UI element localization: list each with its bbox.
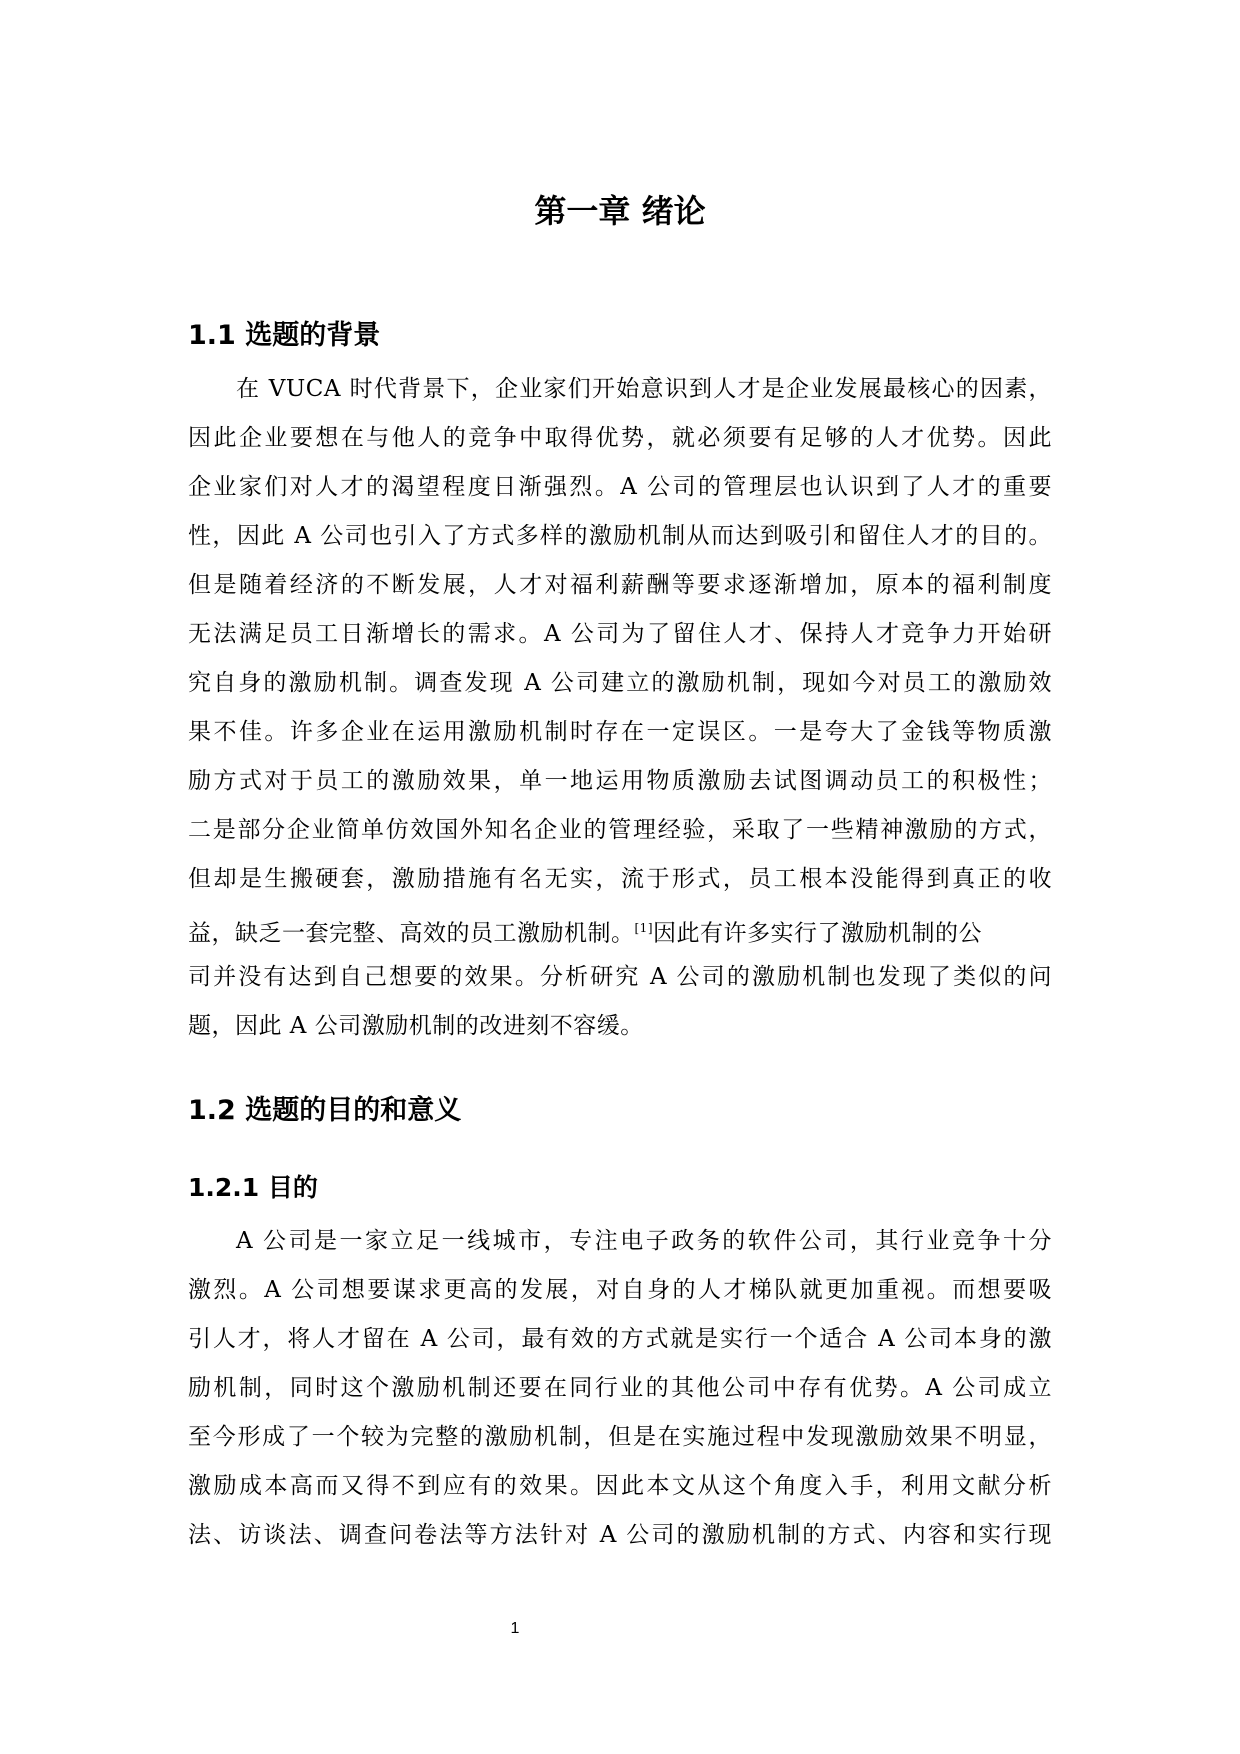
text-line: 司并没有达到自己想要的效果。分析研究 A 公司的激励机制也发现了类似的问 [188, 964, 1052, 990]
section-heading-1-1: 1.1 选题的背景 [188, 320, 381, 351]
text-line: 果不佳。许多企业在运用激励机制时存在一定误区。一是夸大了金钱等物质激 [188, 719, 1052, 745]
text-line: 题，因此 A 公司激励机制的改进刻不容缓。 [188, 1013, 644, 1039]
text-line: 二是部分企业简单仿效国外知名企业的管理经验，采取了一些精神激励的方式， [188, 817, 1052, 843]
text-line: 在 VUCA 时代背景下，企业家们开始意识到人才是企业发展最核心的因素， [236, 376, 1052, 402]
chapter-title: 第一章 绪论 [534, 192, 706, 230]
text-line: 因此企业要想在与他人的竞争中取得优势，就必须要有足够的人才优势。因此 [188, 425, 1052, 451]
section-heading-1-2-1: 1.2.1 目的 [188, 1173, 318, 1202]
text-line: 激烈。A 公司想要谋求更高的发展，对自身的人才梯队就更加重视。而想要吸 [188, 1277, 1052, 1303]
text-segment: 益，缺乏一套完整、高效的员工激励机制。 [188, 920, 635, 947]
citation-marker[interactable]: [1] [634, 921, 653, 935]
text-segment: 因此有许多实行了激励机制的公 [653, 920, 982, 947]
page-number: 1 [510, 1620, 520, 1637]
text-line: 究自身的激励机制。调查发现 A 公司建立的激励机制，现如今对员工的激励效 [188, 670, 1052, 696]
text-line: 至今形成了一个较为完整的激励机制，但是在实施过程中发现激励效果不明显， [188, 1424, 1052, 1450]
text-line: 性，因此 A 公司也引入了方式多样的激励机制从而达到吸引和留住人才的目的。 [188, 523, 1052, 549]
text-line: 但却是生搬硬套，激励措施有名无实，流于形式，员工根本没能得到真正的收 [188, 866, 1052, 892]
text-line: 但是随着经济的不断发展，人才对福利薪酬等要求逐渐增加，原本的福利制度 [188, 572, 1052, 598]
section-heading-1-2: 1.2 选题的目的和意义 [188, 1095, 462, 1126]
text-line: 法、访谈法、调查问卷法等方法针对 A 公司的激励机制的方式、内容和实行现 [188, 1522, 1052, 1548]
text-line: 企业家们对人才的渴望程度日渐强烈。A 公司的管理层也认识到了人才的重要 [188, 474, 1052, 500]
text-line: 无法满足员工日渐增长的需求。A 公司为了留住人才、保持人才竞争力开始研 [188, 621, 1052, 647]
text-line [188, 913, 1052, 949]
text-line: A 公司是一家立足一线城市，专注电子政务的软件公司，其行业竞争十分 [236, 1228, 1052, 1254]
text-line: 励机制，同时这个激励机制还要在同行业的其他公司中存有优势。A 公司成立 [188, 1375, 1052, 1401]
text-line: 激励成本高而又得不到应有的效果。因此本文从这个角度入手，利用文献分析 [188, 1473, 1052, 1499]
text-line: 励方式对于员工的激励效果，单一地运用物质激励去试图调动员工的积极性； [188, 768, 1052, 794]
text-line: 引人才，将人才留在 A 公司，最有效的方式就是实行一个适合 A 公司本身的激 [188, 1326, 1052, 1352]
